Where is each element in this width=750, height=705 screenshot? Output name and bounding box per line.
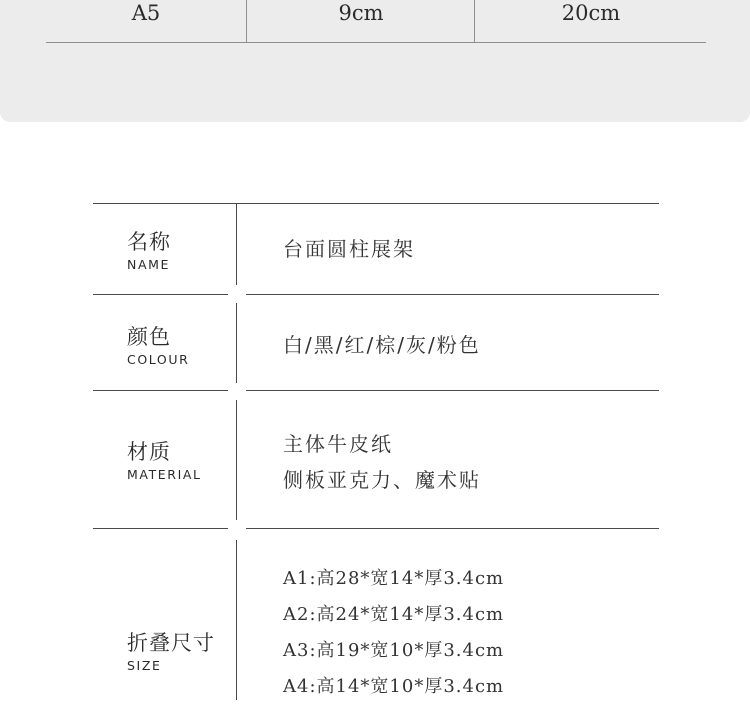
spec-label-size-zh: 折叠尺寸 [127,631,215,655]
spec-value-material [283,426,481,498]
spec-label-size [127,630,215,674]
spec-value-name: 台面圆柱展架 [283,237,415,261]
spec-divider-size [236,540,237,700]
spec-row-divider-material-left [93,528,228,529]
spec-value-size-line: A3:高19*宽10*厚3.4cm [283,640,505,661]
spec-label-size-en: SIZE [127,658,162,673]
spec-label-material-zh: 材质 [127,440,171,464]
spec-value-size [283,561,504,705]
spec-value-size-line: A2:高24*宽14*厚3.4cm [283,604,505,625]
spec-value-size-line: A1:高28*宽14*厚3.4cm [283,568,505,589]
size-table-cell-depth: 9cm [246,0,475,42]
spec-label-colour-zh: 颜色 [127,325,171,349]
spec-label-name [127,229,171,273]
spec-label-name-zh: 名称 [127,230,171,254]
spec-value-material-line: 侧板亚克力、魔术贴 [283,468,481,492]
spec-row-divider-material-right [246,528,659,529]
spec-divider-material [236,400,237,520]
spec-label-name-en: NAME [127,257,170,272]
size-table-row [46,0,706,43]
spec-value-material-line: 主体牛皮纸 [283,432,393,456]
spec-row-divider-colour-right [246,390,659,391]
size-table-cell-format: A5 [131,1,161,25]
size-table-panel [0,0,750,122]
spec-row-divider-colour-left [93,390,228,391]
spec-label-material [127,439,202,483]
spec-label-colour [127,324,189,368]
size-table-cell-height: 20cm [474,0,707,42]
spec-divider-name [236,204,237,285]
spec-label-material-en: MATERIAL [127,467,202,482]
spec-value-colour: 白/黑/红/棕/灰/粉色 [283,333,481,357]
spec-value-size-line: A4:高14*宽10*厚3.4cm [283,676,505,697]
spec-table-top-border [93,203,659,204]
spec-row-divider-name-left [93,294,228,295]
spec-label-colour-en: COLOUR [127,352,190,367]
spec-row-divider-name-right [246,294,659,295]
spec-divider-colour [236,303,237,383]
